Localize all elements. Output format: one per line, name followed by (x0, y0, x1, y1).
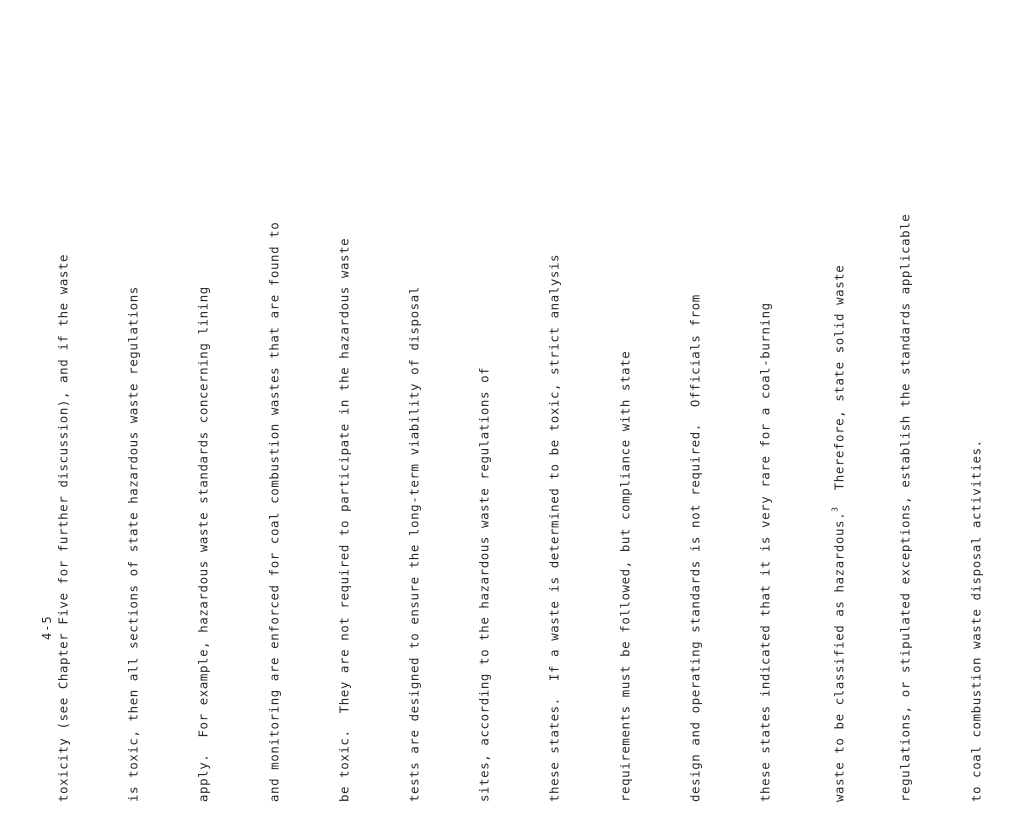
text-line-with-footnote (824, 200, 847, 802)
text-line: tests are designed to ensure the long-term viability of disposal (406, 286, 422, 802)
page-number: 4-5 (40, 615, 54, 640)
text-line: toxicity (see Chapter Five for further discussion), and if the waste (55, 253, 71, 802)
text-line: be toxic. They are not required to participate in the hazardous waste (336, 237, 352, 802)
text-line (0, 200, 5, 802)
text-line: requirements must be followed, but compliance with state (617, 350, 633, 802)
text-line: these states indicated that it is very rare for a coal-burning (757, 302, 773, 802)
text-line-start: waste to be classified as hazardous. (831, 511, 847, 802)
text-line: and monitoring are enforced for coal combustion wastes that are found to (266, 221, 282, 802)
text-line: sites, according to the hazardous waste regulations of (476, 366, 492, 802)
text-line: regulations, or stipulated exceptions, establish the standards applicable (898, 213, 914, 802)
document-body (0, 200, 1034, 820)
text-line-end: Therefore, state solid waste (831, 264, 847, 507)
rotated-text-block (0, 200, 1034, 820)
footnote-marker: 3 (830, 506, 840, 512)
text-line: apply. For example, hazardous waste standards concerning lining (196, 286, 211, 802)
text-line: these states. If a waste is determined to be toxic, strict analysis (547, 253, 563, 802)
text-line: to coal combustion waste disposal activities. (968, 439, 984, 802)
text-line: is toxic, then all sections of state hazardous waste regulations (125, 286, 141, 802)
text-line: design and operating standards is not required. Officials from (687, 294, 703, 802)
